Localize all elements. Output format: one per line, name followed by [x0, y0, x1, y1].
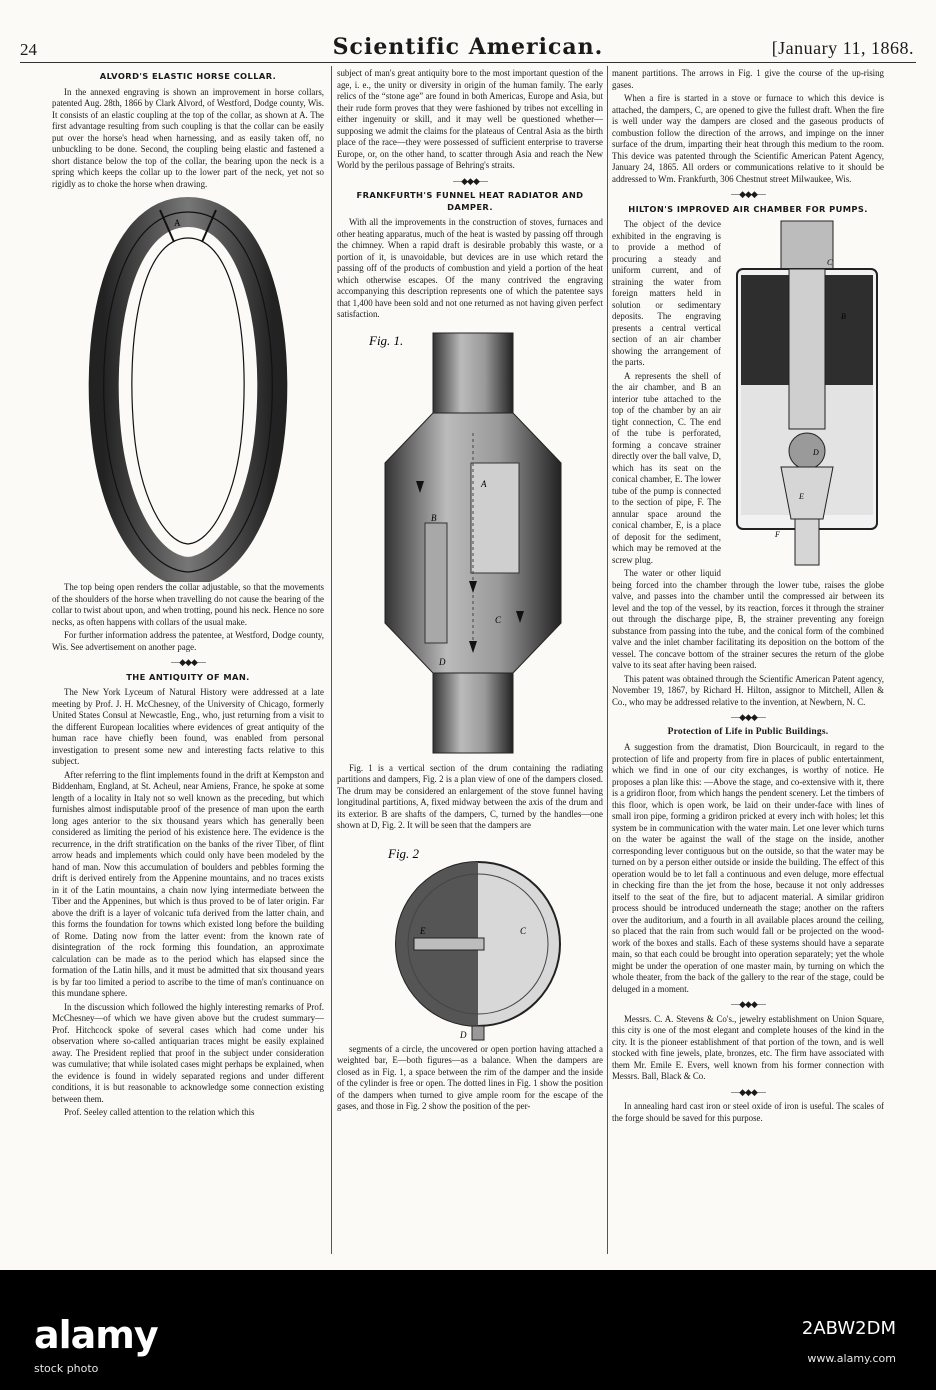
figure-letter: B — [841, 312, 846, 321]
figure-letter: E — [799, 492, 804, 501]
paragraph: The water or other liquid being forced into the chamber through the lower tube, raises the globe valve, and passes into the chamber until the compressed air between its level and the top of the vessel, by its reaction, forces it through the strainer out through the discharge pipe, B, the strainer preventing any foreign substance from passing into the tube, and the conical form of the combined valve and the inlet chamber facilitating its deposition on the bottom of the vessel. The concave bottom of the strainer secures the return of the globe valve to its seat after having been raised. — [612, 568, 884, 670]
article-heading: FRANKFURTH'S FUNNEL HEAT RADIATOR AND DAMPER. — [356, 190, 584, 212]
section-ornament: —◆◆◆— — [731, 189, 765, 199]
masthead: Scientific American. — [332, 34, 604, 60]
figure-letter: C — [827, 258, 833, 267]
figure-label: A — [174, 218, 181, 228]
figure-caption: Fig. 2 — [388, 845, 420, 861]
figure-letter: D — [439, 656, 446, 667]
radiator-fig1-engraving — [345, 323, 595, 763]
paragraph: The New York Lyceum of Natural History were addressed at a late meeting by Prof. J. H. McChesney, of the University of Chicago, formerly United States Consul at Newcastle, Eng., who, just returning from a visit to the different European localities where evidences of great antiquity of the human race have chiefly been found, was enabled from personal investigation to present some new and interesting facts relative to this subject. — [52, 687, 324, 766]
paragraph: In the discussion which followed the highly interesting remarks of Prof. McChesney—of which we have given above but the crudest summary—Prof. Hitchcock spoke of several cases which had come under his observation where so-called antiquarian traces might be easily explained away. The President replied that proof in the subject under consideration was cumulative; that while isolated cases might perhaps be explained, when the evidence is found in widely separated regions and under different conditions, it is but reasonable to acknowledge some connection existing between them. — [52, 1001, 324, 1104]
paragraph: When a fire is started in a stove or furnace to which this device is attached, the dampers, C, are opened to give the fullest draft. When the fire is well under way the dampers are closed and the gaseous products of combustion follow the direction of the arrows, and impinge on the inner surface of the drum, imparting their heat through this medium to the room. This device was patented through the Scientific American Patent Agency, January 24, 1865. All orders or communications relative to it should be addressed to Wm. Frankfurth, 306 Chestnut street Milwaukee, Wis. — [612, 93, 884, 184]
paragraph: This patent was obtained through the Scientific American Patent agency, November 19, 1867, by Richard H. Hilton, assignor to Mitchell, Allen & Co., who may be addressed relative to the invention, at Newbern, N. C. — [612, 673, 884, 707]
column-middle — [337, 68, 603, 1260]
issue-date: [January 11, 1868. — [771, 38, 914, 58]
paragraph: A suggestion from the dramatist, Dion Bourcicault, in regard to the protection of life and property from fire in places of public entertainment, which we find in one of our city exchanges, is worthy of notice. He proposes a plan like this: —Above the stage, and co-extensive with it, there is a gridiron floor, from which hangs the pendent scenery. Let the timbers of this floor, which is open work, be laid on their under-face with lines of small iron pipe, forming a gridiron pricked at every inch with holes; let this system be in communication with the water main. Let one lever which turns on the water be against the wall of the stage on the inside, another corresponding lever contiguous but on the outside, so that the water may be turned on by a person either outside or inside the building. The effect of this operation would be to let fall a continuous and even deluge, more effectual in checking fire than the jet from the hose, because it not only addresses itself to the seat of the fire, but to adjacent material. A similar gridiron process should be introduced underneath the stage; another on the rafters over the auditorium, and a fourth in all available places around the ceiling, so placed that the rain from such would fall or be projected on the wood-work of the boxes and stalls. Each of these systems should have a separate main, so that each could be brought into operation separately; yet the whole might be under the operation of one master main, by turning on which the whole theater, from the back of the gallery to the rear of the stage, could be deluged in a moment. — [612, 742, 884, 994]
figure-letter: C — [495, 614, 502, 625]
section-ornament: —◆◆◆— — [731, 1086, 765, 1097]
paragraph: In the annexed engraving is shown an improvement in horse collars, patented Aug. 28th, 1866 by Clark Alvord, of Westford, Dodge county, Wis. It consists of an elastic coupling at the top of the collar, as shown at A. The first advantage resulting from such coupling is that the collar can be easily put over the horse's head when harnessing, and as easily taken off, no unbuckling to be done. Second, the coupling being elastic and fastened a short distance below the top of the collar, the bearing upon the neck is a spring which keeps the collar up to the lower part of the neck, yet not so rigidly as to choke the horse when drawing. — [52, 86, 324, 189]
paragraph: manent partitions. The arrows in Fig. 1 give the course of the up-rising gases. — [612, 68, 884, 90]
paragraph: The top being open renders the collar adjustable, so that the movements of the shoulders of the horse when travelling do not cause the bearing of the collar to twist about upon, and when trotting, pound his neck. Hence no sore necks, as often happens with collars of the usual make. — [52, 582, 324, 627]
figure-letter: A — [481, 478, 487, 489]
figure-letter: D — [460, 1029, 467, 1040]
paragraph: With all the improvements in the construction of stoves, furnaces and other heating apparatus, much of the heat is wasted by passing off through the chimney. When a rapid draft is desirable probably this waste, or a portion of it, is unavoidable, but devices are in use which retard the passing off of the products of combustion and yield a portion of the heat which otherwise escapes. Of the many contrived the engraving accompanying this description represents one of which the patentee says that 1,400 have been sold and not one returned as not having given perfect satisfaction. — [337, 217, 603, 319]
page-number: 24 — [20, 40, 37, 59]
paragraph: The object of the device exhibited in the engraving is to provide a method of procuring a steady and uniform current, and of straining the water from foreign matters held in solution or sedimentary deposits. The engraving presents a central vertical section of an air chamber showing the arrangement of the parts. — [612, 219, 721, 367]
section-ornament: —◆◆◆— — [453, 175, 487, 186]
figure-letter: C — [520, 925, 527, 936]
article-heading: Protection of Life in Public Buildings. — [667, 726, 829, 737]
column-divider — [607, 66, 608, 1254]
column-left — [52, 68, 324, 1260]
air-chamber-engraving — [729, 219, 884, 569]
figure-letter: B — [431, 512, 437, 523]
article-heading: THE ANTIQUITY OF MAN. — [126, 671, 250, 682]
image-id: 2ABW2DM — [801, 1318, 896, 1339]
article-heading: HILTON'S IMPROVED AIR CHAMBER FOR PUMPS. — [628, 203, 868, 214]
article-heading: ALVORD'S ELASTIC HORSE COLLAR. — [99, 71, 277, 81]
column-right — [612, 68, 884, 1260]
paragraph: After referring to the flint implements found in the drift at Kempston and Biddenham, England, at St. Acheul, near Amiens, France, he spoke at some length of a locality in Italy not so well known as the preceding, but which furnishes almost indisputable proof of the presence of man upon the earth long ages anterior to the six thousand years which has generally been considered as limiting the period of his existence here. The evidence is the recurrence, in the drift stratification on the banks of the river Tiber, of flint arrow heads and implements which could only have been modeled by the hand of man. Now this accumulation of boulders and pebbles forming the drift is derived entirely from the Appenine mountains, and no traces exists in it of the Latin mountains, a chain now lying intermediate between the Tiber and the Appenines, but which is thus proved to be of later origin. Far above the drift is a layer of volcanic tufa derived from the latter chain, and this forms the foundation for towns which existed long before the building of Rome. Dating now from the latter event: from the known rate of disintegration of the rock forming this foundation, an approximate calculation can be made as to the period which has elapsed since the formation of the Latin hills, and it must be admitted that six thousand years is by far too limited a period to ascribe to the time of man's continuance on this mundane sphere. — [52, 769, 324, 998]
figure-letter: D — [813, 448, 819, 457]
paragraph: segments of a circle, the uncovered or open portion having attached a weighted bar, E—both figures—as a balance. When the dampers are closed as in Fig. 1, a space between the rim of the damper and the inside of the cylinder is free or open. The dotted lines in Fig. 1 show the position of the dampers when turned to give ample room for the escape of the gases, and those in Fig. 2 show the position of the per- — [337, 1043, 603, 1111]
figure-letter: E — [420, 925, 426, 936]
figure-caption: Fig. 1. — [369, 332, 404, 348]
paragraph: Prof. Seeley called attention to the relation which this — [64, 1107, 255, 1117]
paragraph: For further information address the patentee, at Westford, Dodge county, Wis. See advertisement on another page. — [52, 630, 324, 652]
column-divider — [331, 66, 332, 1254]
paragraph: Fig. 1 is a vertical section of the drum containing the radiating partitions and dampers, Fig. 2 is a plan view of one of the dampers closed. The drum may be considered an enlargement of the stove funnel having longitudinal partitions, A, fixed midway between the axis of the drum and its exterior. B are shafts of the dampers, C, turned by the handles—one shown at D, Fig. 2. It will be seen that the dampers are — [337, 762, 603, 830]
section-ornament: —◆◆◆— — [171, 657, 205, 667]
header-rule — [20, 62, 916, 63]
section-ornament: —◆◆◆— — [731, 999, 765, 1009]
horse-collar-engraving — [78, 192, 298, 582]
paragraph: Messrs. C. A. Stevens & Co's., jewelry establishment on Union Square, this city is one of the most elegant and complete houses of the kind in the city. It is the pioneer establishment of that portion of the town, and is well stocked with fine jewels, plate, bronzes, etc. The firm have associated with them Mr. Emile E. Evers, well known from his former connection with Messrs. Ball, Black & Co. — [612, 1013, 884, 1081]
section-ornament: —◆◆◆— — [731, 712, 765, 722]
figure-letter: F — [775, 530, 780, 539]
paragraph: subject of man's great antiquity bore to the most important question of the age, i. e., the unity or diversity in origin of the human family. The early relics of the “stone age” are found in both Americas, Europe and Asia, but their rude form proves that they were fashioned by tribes not excelling in either ingenuity or skill, and it may well be questioned whether—supposing we admit the claims for the plateaus of Central Asia as the birth place of the race—they were possessed of sufficient enterprise to traverse Europe, or, on the other hand, to scatter through Asia and reach the New World by the perilous passage of Behring's straits. — [337, 68, 603, 170]
site-url: www.alamy.com — [807, 1352, 896, 1365]
stock-photo-label: stock photo — [34, 1362, 99, 1375]
alamy-logo: alamy — [34, 1313, 158, 1357]
damper-fig2-engraving — [360, 834, 580, 1044]
paragraph: A represents the shell of the air chamber, and B an interior tube attached to the top of the chamber by an air tight connection, C. The end of the tube is perforated, forming a concave strainer directly over the ball valve, D, which has its seat on the conical chamber, E. The lower tube of the pump is connected to the section of pipe, F. The annular space around the conical chamber, E, is a place of deposit for the sediment, which may be removed at the screw plug. — [612, 370, 721, 565]
paragraph: In annealing hard cast iron or steel oxide of iron is useful. The scales of the forge should be saved for this purpose. — [612, 1101, 884, 1123]
